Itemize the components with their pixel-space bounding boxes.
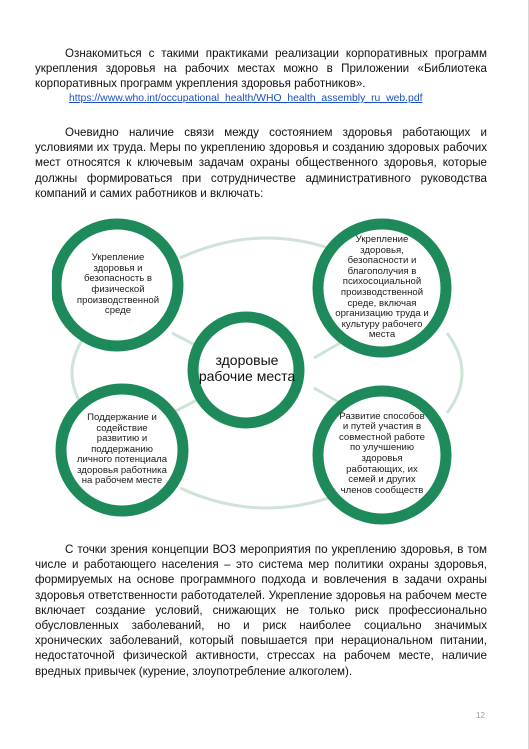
intro-paragraph: Ознакомиться с такими практиками реализации корпоративных программ укрепления здоровья на рабочих местах можно в Приложении «Библиотека корпоративных программ укрепления здоровья работников». (35, 47, 487, 91)
node-top-left-text: Укрепление здоровья и безопасность в физической производственной среде (76, 252, 160, 317)
page-number: 12 (476, 711, 485, 720)
node-top-right-text: Укрепление здоровья, безопасности и благополучия в психосоциальной производственной среде, включая организацию труда и культуру рабочего места (335, 234, 429, 341)
who-document-link[interactable]: https://www.who.int/occupational_health/WHO_health_assembly_ru_web.pdf (69, 93, 423, 104)
node-bottom-right-text: Развитие способов и путей участия в совместной работе по улучшению здоровья работающих, их семей и других членов сообществ (339, 410, 425, 496)
healthy-workplace-diagram (52, 218, 482, 528)
context-paragraph: Очевидно наличие связи между состоянием здоровья работающих и условиями их труда. Меры по укреплению здоровья и созданию здоровых рабочих мест относятся к ключевым задачам охраны общественного здоровья, которые должны формироваться при сотрудничестве административного руководства компаний и самих работников и включать: (35, 126, 487, 200)
who-concept-paragraph: С точки зрения концепции ВОЗ мероприятия по укреплению здоровья, в том числе и работающего населения – это система мер политики охраны здоровья, формируемых на основе программного подхода и вовлечения в задачи охраны здоровья ответственности работодателей. Укрепление здоровья на рабочем месте включает создание условий, снижающих не только риск профессионально обусловленных заболеваний, но и риск наиболее социально значимых хронических заболеваний, который повышается при нерациональном питании, недостаточной физической активности, стрессах на рабочем месте, наличие вредных привычек (курение, злоупотребление алкоголем). (35, 543, 487, 678)
center-label: здоровые рабочие места (198, 352, 296, 384)
connector-right-arc (447, 333, 462, 413)
node-bottom-left-text: Поддержание и содействие развитию и поддержанию личного потенциала здоровья работника на рабочем месте (76, 411, 168, 487)
